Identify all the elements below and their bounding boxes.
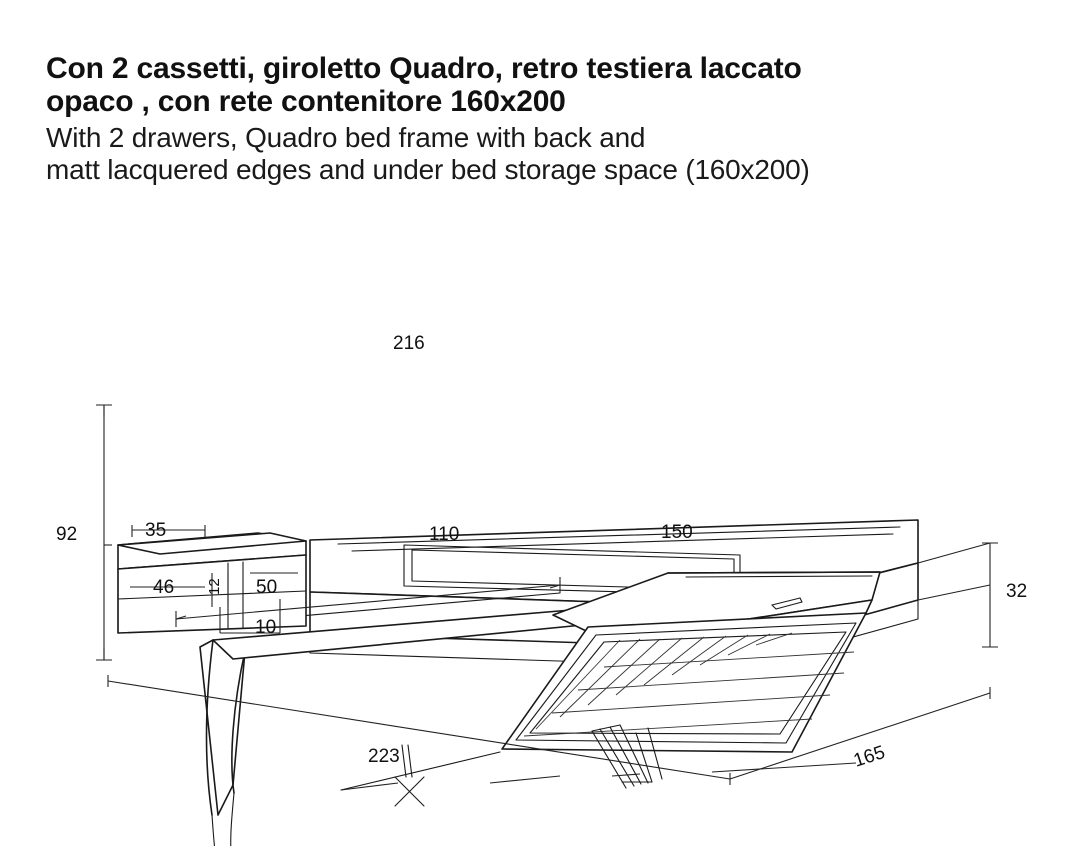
dimension-12: 12 bbox=[206, 578, 223, 595]
dimension-10: 10 bbox=[255, 617, 277, 638]
dimension-165: 165 bbox=[851, 741, 888, 772]
dimension-92: 92 bbox=[56, 524, 78, 545]
dimension-150: 150 bbox=[661, 522, 693, 543]
page-title bbox=[46, 52, 1066, 186]
dimension-46: 46 bbox=[153, 577, 175, 598]
title-english-line-1: With 2 drawers, Quadro bed frame with back and bbox=[46, 122, 646, 153]
dimension-110: 110 bbox=[429, 524, 460, 545]
dimension-32: 32 bbox=[1006, 581, 1028, 602]
bed-technical-drawing bbox=[0, 255, 1092, 846]
dimension-216: 216 bbox=[393, 333, 425, 354]
dimension-35: 35 bbox=[145, 520, 167, 541]
title-english-line-2: matt lacquered edges and under bed storage space (160x200) bbox=[46, 154, 810, 185]
dimension-223: 223 bbox=[368, 746, 400, 767]
title-italian-line-2: opaco , con rete contenitore 160x200 bbox=[46, 85, 566, 118]
dimension-50: 50 bbox=[256, 577, 278, 598]
title-italian-line-1: Con 2 cassetti, giroletto Quadro, retro testiera laccato bbox=[46, 52, 802, 85]
